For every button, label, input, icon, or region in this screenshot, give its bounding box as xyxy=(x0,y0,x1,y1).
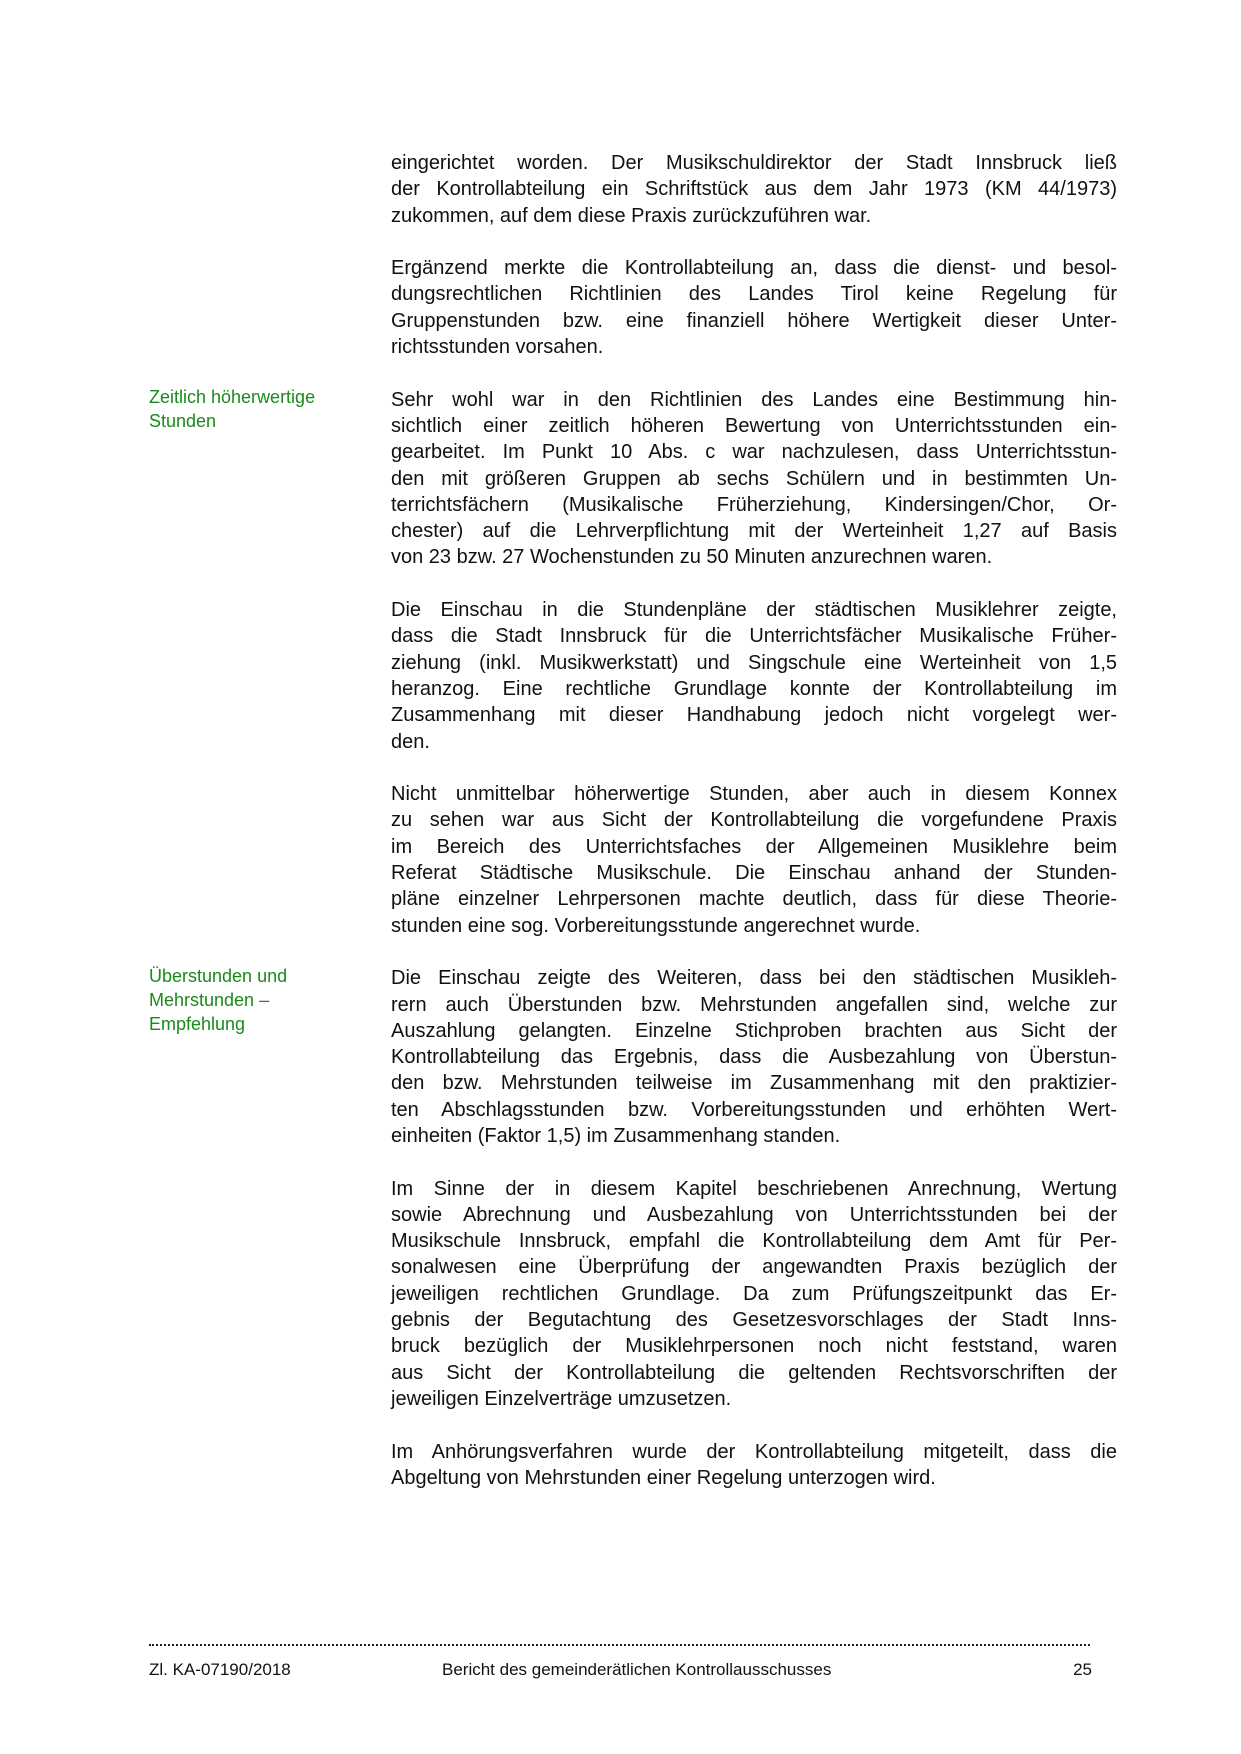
paragraph-line: ziehung (inkl. Musikwerkstatt) und Singschule eine Werteinheit von 1,5 xyxy=(391,651,1117,674)
footer-reference: Zl. KA-07190/2018 xyxy=(149,1660,291,1679)
paragraph-line: Kontrollabteilung das Ergebnis, dass die Ausbezahlung von Überstun- xyxy=(391,1046,1117,1069)
paragraph-line: den mit größeren Gruppen ab sechs Schülern und in bestimmten Un- xyxy=(391,467,1117,490)
paragraph-line: dungsrechtlichen Richtlinien des Landes Tirol keine Regelung für xyxy=(391,283,1117,306)
paragraph xyxy=(391,387,1117,571)
paragraph xyxy=(391,1439,1117,1492)
paragraph-line: eingerichtet worden. Der Musikschuldirektor der Stadt Innsbruck ließ xyxy=(391,152,1117,174)
side-label-line: Stunden xyxy=(149,411,217,431)
paragraph-line: Abgeltung von Mehrstunden einer Regelung unterzogen wird. xyxy=(391,1466,936,1489)
paragraph-line: richtsstunden vorsahen. xyxy=(391,336,604,359)
paragraph-line: Musikschule Innsbruck, empfahl die Kontrollabteilung dem Amt für Per- xyxy=(391,1230,1117,1253)
paragraph-line: Referat Städtische Musikschule. Die Einschau anhand der Stunden- xyxy=(391,862,1117,885)
paragraph-line: zu sehen war aus Sicht der Kontrollabteilung die vorgefundene Praxis xyxy=(391,809,1117,832)
paragraph-line: zukommen, auf dem diese Praxis zurückzuführen war. xyxy=(391,204,872,227)
body-text xyxy=(391,150,1117,1517)
paragraph-line: pläne einzelner Lehrpersonen machte deutlich, dass für diese Theorie- xyxy=(391,888,1117,911)
paragraph-line: Sehr wohl war in den Richtlinien des Landes eine Bestimmung hin- xyxy=(391,388,1117,411)
paragraph-line: chester) auf die Lehrverpflichtung mit der Werteinheit 1,27 auf Basis xyxy=(391,520,1117,543)
paragraph xyxy=(391,965,1117,1149)
paragraph-line: heranzog. Eine rechtliche Grundlage konnte der Kontrollabteilung im xyxy=(391,677,1117,700)
footer-divider xyxy=(149,1644,1090,1646)
paragraph-line: Auszahlung gelangten. Einzelne Stichproben brachten aus Sicht der xyxy=(391,1019,1117,1042)
page-number: 25 xyxy=(1073,1660,1092,1679)
paragraph-line: sichtlich einer zeitlich höheren Bewertung von Unterrichtsstunden ein- xyxy=(391,414,1117,437)
paragraph xyxy=(391,150,1117,229)
paragraph-line: einheiten (Faktor 1,5) im Zusammenhang standen. xyxy=(391,1124,841,1147)
paragraph-line: Die Einschau in die Stundenpläne der städtischen Musiklehrer zeigte, xyxy=(391,599,1117,622)
side-label-line: Überstunden und xyxy=(149,966,288,986)
paragraph-line: dass die Stadt Innsbruck für die Unterrichtsfächer Musikalische Früher- xyxy=(391,625,1117,648)
paragraph-line: der Kontrollabteilung ein Schriftstück aus dem Jahr 1973 (KM 44/1973) xyxy=(391,178,1117,201)
paragraph-line: sonalwesen eine Überprüfung der angewandten Praxis bezüglich der xyxy=(391,1256,1117,1279)
paragraph xyxy=(391,255,1117,360)
paragraph xyxy=(391,781,1117,939)
paragraph-line: Die Einschau zeigte des Weiteren, dass bei den städtischen Musikleh- xyxy=(391,967,1117,990)
paragraph-line: Nicht unmittelbar höherwertige Stunden, aber auch in diesem Konnex xyxy=(391,783,1117,806)
paragraph-line: Ergänzend merkte die Kontrollabteilung an, dass die dienst- und besol- xyxy=(391,257,1117,280)
paragraph-line: bruck bezüglich der Musiklehrpersonen noch nicht feststand, waren xyxy=(391,1335,1117,1358)
paragraph xyxy=(391,1176,1117,1413)
paragraph-line: Gruppenstunden bzw. eine finanziell höhere Wertigkeit dieser Unter- xyxy=(391,309,1117,332)
paragraph-line: aus Sicht der Kontrollabteilung die geltenden Rechtsvorschriften der xyxy=(391,1361,1117,1384)
paragraph-line: gearbeitet. Im Punkt 10 Abs. c war nachzulesen, dass Unterrichtsstun- xyxy=(391,441,1117,464)
side-label-line: Mehrstunden – xyxy=(149,990,270,1010)
footer-title: Bericht des gemeinderätlichen Kontrollausschusses xyxy=(442,1660,832,1679)
paragraph-line: gebnis der Begutachtung des Gesetzesvorschlages der Stadt Inns- xyxy=(391,1309,1117,1332)
paragraph-line: terrichtsfächern (Musikalische Früherziehung, Kindersingen/Chor, Or- xyxy=(391,493,1117,516)
paragraph-line: Im Anhörungsverfahren wurde der Kontrollabteilung mitgeteilt, dass die xyxy=(391,1440,1117,1463)
paragraph-line: rern auch Überstunden bzw. Mehrstunden angefallen sind, welche zur xyxy=(391,993,1117,1016)
paragraph-line: den. xyxy=(391,730,430,753)
paragraph-line: von 23 bzw. 27 Wochenstunden zu 50 Minuten anzurechnen waren. xyxy=(391,546,993,569)
paragraph-line: im Bereich des Unterrichtsfaches der Allgemeinen Musiklehre beim xyxy=(391,835,1117,858)
paragraph-line: ten Abschlagsstunden bzw. Vorbereitungsstunden und erhöhten Wert- xyxy=(391,1098,1117,1121)
paragraph-line: jeweiligen rechtlichen Grundlage. Da zum Prüfungszeitpunkt das Er- xyxy=(391,1282,1117,1305)
paragraph-line: Zusammenhang mit dieser Handhabung jedoch nicht vorgelegt wer- xyxy=(391,704,1117,727)
side-label-line: Zeitlich höherwertige xyxy=(149,387,316,407)
side-label-zeitlich-hoeherwertige-stunden xyxy=(149,385,369,433)
paragraph-line: stunden eine sog. Vorbereitungsstunde angerechnet wurde. xyxy=(391,914,921,937)
side-label-line: Empfehlung xyxy=(149,1014,246,1034)
side-label-ueberstunden-empfehlung xyxy=(149,964,369,1036)
paragraph-line: den bzw. Mehrstunden teilweise im Zusammenhang mit den praktizier- xyxy=(391,1072,1117,1095)
paragraph-line: Im Sinne der in diesem Kapitel beschriebenen Anrechnung, Wertung xyxy=(391,1177,1117,1200)
paragraph-line: sowie Abrechnung und Ausbezahlung von Unterrichtsstunden bei der xyxy=(391,1203,1117,1226)
paragraph xyxy=(391,597,1117,755)
paragraph-line: jeweiligen Einzelverträge umzusetzen. xyxy=(391,1387,732,1410)
